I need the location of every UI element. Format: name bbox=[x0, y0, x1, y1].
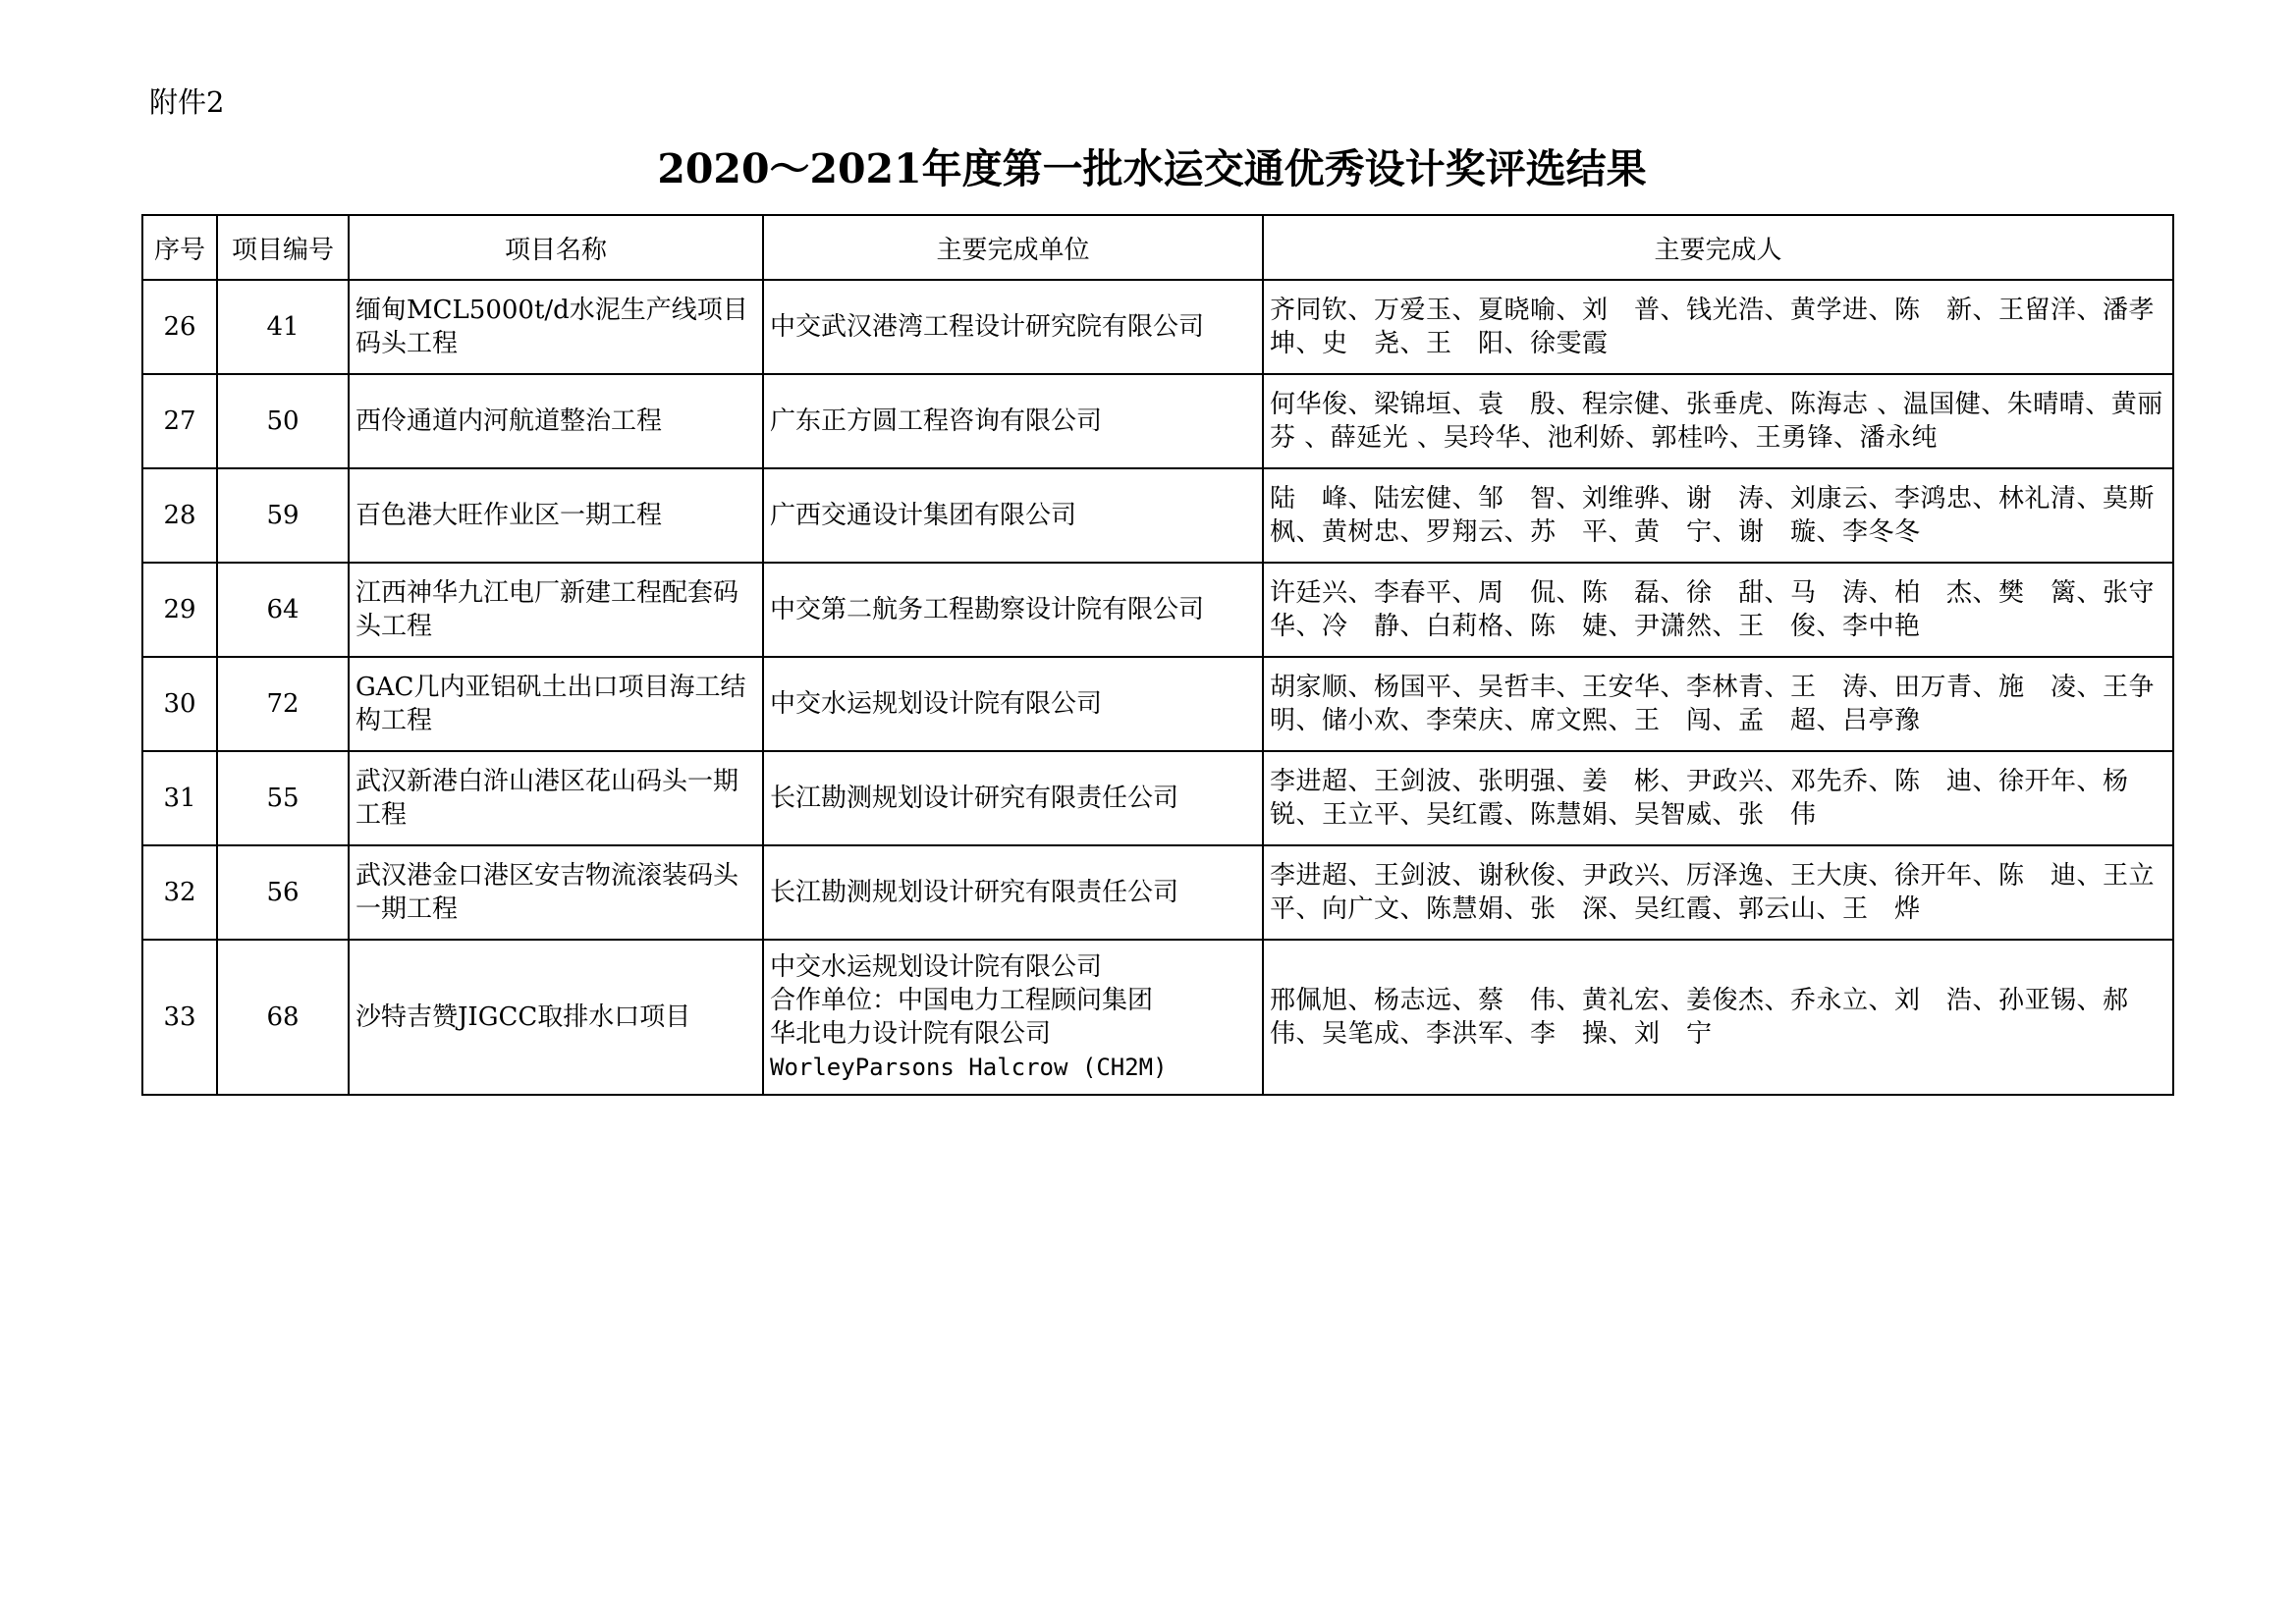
row-project-code: 59 bbox=[217, 468, 349, 563]
table-row bbox=[142, 751, 2173, 845]
table-row bbox=[142, 374, 2173, 468]
row-project-code: 72 bbox=[217, 657, 349, 751]
row-project-name: 江西神华九江电厂新建工程配套码头工程 bbox=[349, 563, 763, 657]
row-main-people: 胡家顺、杨国平、吴哲丰、王安华、李林青、王 涛、田万青、施 凌、王争明、储小欢、李荣庆、席文熙、王 闯、孟 超、吕亭豫 bbox=[1263, 657, 2173, 751]
row-project-name: 沙特吉赞JIGCC取排水口项目 bbox=[349, 940, 763, 1095]
row-project-name: 西伶通道内河航道整治工程 bbox=[349, 374, 763, 468]
unit-line: 中交第二航务工程勘察设计院有限公司 bbox=[770, 595, 1205, 624]
row-main-unit bbox=[763, 845, 1263, 940]
row-index: 29 bbox=[142, 563, 217, 657]
row-main-unit bbox=[763, 280, 1263, 374]
table-row bbox=[142, 845, 2173, 940]
header-main-unit: 主要完成单位 bbox=[763, 215, 1263, 280]
row-main-people: 邢佩旭、杨志远、蔡 伟、黄礼宏、姜俊杰、乔永立、刘 浩、孙亚锡、郝 伟、吴笔成、李洪军、李 操、刘 宁 bbox=[1263, 940, 2173, 1095]
row-main-unit bbox=[763, 940, 1263, 1095]
table-row bbox=[142, 657, 2173, 751]
row-main-unit bbox=[763, 657, 1263, 751]
row-project-name: 百色港大旺作业区一期工程 bbox=[349, 468, 763, 563]
unit-line: 广西交通设计集团有限公司 bbox=[770, 501, 1077, 530]
unit-line: 中交武汉港湾工程设计研究院有限公司 bbox=[770, 312, 1205, 342]
unit-line: 华北电力设计院有限公司 bbox=[770, 1019, 1052, 1049]
table-header-row bbox=[142, 215, 2173, 280]
row-main-unit bbox=[763, 374, 1263, 468]
unit-line-foreign: WorleyParsons Halcrow (CH2M) bbox=[770, 1054, 1168, 1081]
row-main-people: 李进超、王剑波、张明强、姜 彬、尹政兴、邓先乔、陈 迪、徐开年、杨 锐、王立平、吴红霞、陈慧娟、吴智威、张 伟 bbox=[1263, 751, 2173, 845]
results-table bbox=[141, 214, 2174, 1096]
unit-line-partner: 合作单位：中国电力工程顾问集团 bbox=[770, 986, 1154, 1015]
row-index: 27 bbox=[142, 374, 217, 468]
row-main-unit bbox=[763, 563, 1263, 657]
row-index: 30 bbox=[142, 657, 217, 751]
unit-line: 长江勘测规划设计研究有限责任公司 bbox=[770, 784, 1179, 813]
row-main-people: 何华俊、梁锦垣、袁 殷、程宗健、张垂虎、陈海志 、温国健、朱晴晴、黄丽芬 、薛延光 、吴玲华、池利娇、郭桂吟、王勇锋、潘永纯 bbox=[1263, 374, 2173, 468]
row-project-name: 缅甸MCL5000t/d水泥生产线项目码头工程 bbox=[349, 280, 763, 374]
header-main-people: 主要完成人 bbox=[1263, 215, 2173, 280]
unit-line: 中交水运规划设计院有限公司 bbox=[770, 689, 1103, 719]
row-main-people: 陆 峰、陆宏健、邹 智、刘维骅、谢 涛、刘康云、李鸿忠、林礼清、莫斯枫、黄树忠、罗翔云、苏 平、黄 宁、谢 璇、李冬冬 bbox=[1263, 468, 2173, 563]
row-project-code: 68 bbox=[217, 940, 349, 1095]
row-main-people: 齐同钦、万爱玉、夏晓喻、刘 普、钱光浩、黄学进、陈 新、王留洋、潘孝坤、史 尧、王 阳、徐雯霞 bbox=[1263, 280, 2173, 374]
header-project-name: 项目名称 bbox=[349, 215, 763, 280]
table-row bbox=[142, 280, 2173, 374]
attachment-label: 附件2 bbox=[149, 85, 225, 119]
row-main-unit bbox=[763, 468, 1263, 563]
row-index: 28 bbox=[142, 468, 217, 563]
row-main-people: 李进超、王剑波、谢秋俊、尹政兴、厉泽逸、王大庚、徐开年、陈 迪、王立平、向广文、陈慧娟、张 深、吴红霞、郭云山、王 烨 bbox=[1263, 845, 2173, 940]
header-project-code: 项目编号 bbox=[217, 215, 349, 280]
table-row bbox=[142, 940, 2173, 1095]
row-index: 26 bbox=[142, 280, 217, 374]
row-project-name: 武汉新港白浒山港区花山码头一期工程 bbox=[349, 751, 763, 845]
table-row bbox=[142, 563, 2173, 657]
row-project-name: GAC几内亚铝矾土出口项目海工结构工程 bbox=[349, 657, 763, 751]
unit-line: 广东正方圆工程咨询有限公司 bbox=[770, 406, 1103, 436]
page-title: 2020～2021年度第一批水运交通优秀设计奖评选结果 bbox=[657, 145, 1647, 192]
row-project-code: 55 bbox=[217, 751, 349, 845]
row-project-name: 武汉港金口港区安吉物流滚装码头一期工程 bbox=[349, 845, 763, 940]
row-project-code: 56 bbox=[217, 845, 349, 940]
row-main-unit bbox=[763, 751, 1263, 845]
unit-line: 长江勘测规划设计研究有限责任公司 bbox=[770, 878, 1179, 907]
row-project-code: 41 bbox=[217, 280, 349, 374]
table-row bbox=[142, 468, 2173, 563]
row-index: 31 bbox=[142, 751, 217, 845]
row-main-people: 许廷兴、李春平、周 侃、陈 磊、徐 甜、马 涛、柏 杰、樊 篱、张守华、冷 静、白莉格、陈 婕、尹潇然、王 俊、李中艳 bbox=[1263, 563, 2173, 657]
header-index: 序号 bbox=[142, 215, 217, 280]
row-index: 33 bbox=[142, 940, 217, 1095]
row-index: 32 bbox=[142, 845, 217, 940]
unit-line: 中交水运规划设计院有限公司 bbox=[770, 952, 1103, 982]
row-project-code: 64 bbox=[217, 563, 349, 657]
row-project-code: 50 bbox=[217, 374, 349, 468]
